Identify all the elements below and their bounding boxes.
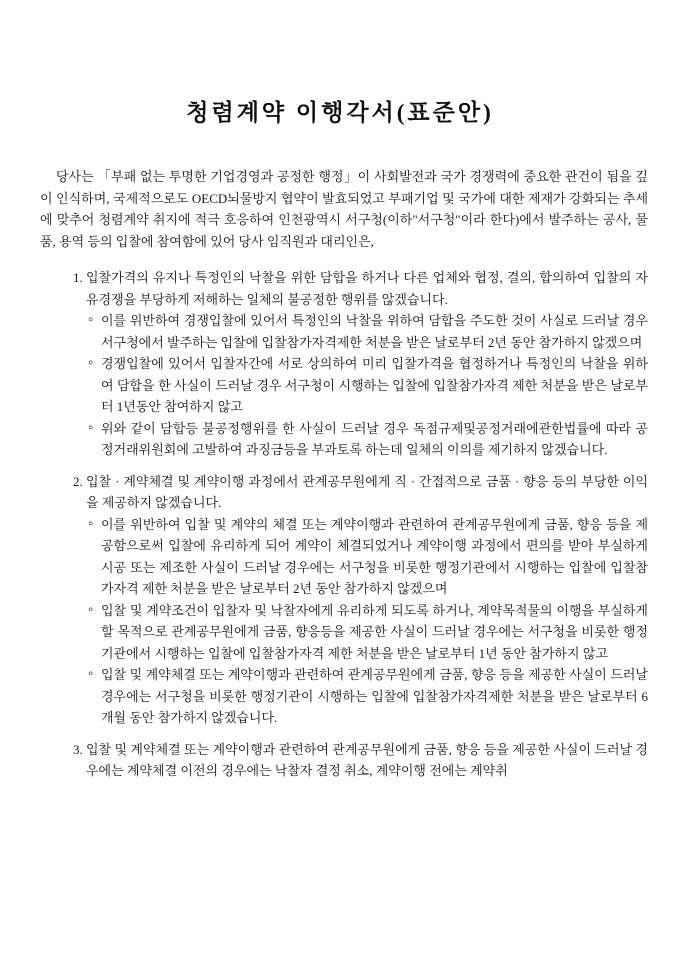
sub-bullet: [40, 514, 648, 600]
sub-bullet: [40, 353, 648, 418]
bullet-text: 이를 위반하여 입찰 및 계약의 체결 또는 계약이행과 관련하여 관계공무원에게 금품, 향응 등을 제공함으로써 입찰에 유리하게 되어 계약이 체결되었거나 계약이행 과정에서 편의를 받아 부실하게 시공 또는 제조한 사실이 드러날 경우에는 서구청을 비롯한 행정기관에서 시행하는 입찰에 입찰참가자격 제한 처분을 받은 날로부터 2년 동안 참가하지 않겠으며: [101, 516, 648, 596]
item-text: 입찰 및 계약체결 또는 계약이행과 관련하여 관계공무원에게 금품, 향응 등을 제공한 사실이 드러날 경우에는 계약체결 이전의 경우에는 낙찰자 결정 취소, 계약이행 전에는 계약취: [86, 741, 648, 778]
page-title: 청렴계약 이행각서(표준안): [186, 100, 494, 125]
bullet-text: 입찰 및 계약조건이 입찰자 및 낙찰자에게 유리하게 되도록 하거나, 계약목적물의 이행을 부실하게 할 목적으로 관계공무원에게 금품, 향응등을 제공한 사실이 드러날 경우에는 서구청을 비롯한 행정기관에서 시행하는 입찰에 입찰참가자격 제한 처분을 받은 날로부터 1년 동안 참가하지 않고: [101, 602, 648, 661]
intro-paragraph: 당사는 「부패 없는 투명한 기업경영과 공정한 행정」이 사회발전과 국가 경쟁력에 중요한 관건이 됨을 깊이 인식하며, 국제적으로도 OECD뇌물방지 협약이 발효되었고 부패기업 및 국가에 대한 제재가 강화되는 추세에 맞추어 청렴계약 취지에 적극 호응하여 인천광역시 서구청(이하"서구청"이라 한다)에서 발주하는 공사, 물품, 용역 등의 입찰에 참여함에 있어 당사 임직원과 대리인은,: [40, 169, 648, 249]
bullet-text: 입찰 및 계약체결 또는 계약이행과 관련하여 관계공무원에게 금품, 향응 등을 제공한 사실이 드러날 경우에는 서구청을 비롯한 행정기관이 시행하는 입찰에 입찰참가자격제한 처분을 받은 날로부터 6개월 동안 참가하지 않겠습니다.: [101, 667, 648, 725]
item-1-head: [40, 267, 648, 310]
item-3-head: [40, 739, 648, 782]
sub-bullet: [40, 664, 648, 729]
sub-bullet: [40, 418, 648, 461]
numbered-item-1: [40, 267, 648, 461]
bullet-text: 이를 위반하여 경쟁입찰에 있어서 특정인의 낙찰을 위하여 담합을 주도한 것이 사실로 드러날 경우 서구청에서 발주하는 입찰에 입찰참가자격제한 처분을 받은 날로부터 2년 동안 참가하지 않겠으며: [101, 313, 648, 350]
circle-bullet-icon: ◦: [88, 355, 94, 371]
document-body: [40, 166, 648, 782]
circle-bullet-icon: ◦: [88, 312, 94, 328]
numbered-item-2: [40, 471, 648, 729]
bullet-text: 경쟁입찰에 있어서 입찰자간에 서로 상의하여 미리 입찰가격을 협정하거나 특정인의 낙찰을 위하여 담합을 한 사실이 드러날 경우 서구청이 시행하는 입찰에 입찰참가자격 제한 처분을 받은 날로부터 1년동안 참여하지 않고: [101, 356, 648, 414]
item-2-head: [40, 471, 648, 514]
circle-bullet-icon: ◦: [88, 419, 94, 436]
item-number: 2.: [73, 473, 83, 489]
sub-bullet: [40, 600, 648, 665]
circle-bullet-icon: ◦: [88, 515, 94, 532]
numbered-item-3: [40, 739, 648, 782]
circle-bullet-icon: ◦: [88, 666, 94, 682]
item-text: 입찰가격의 유지나 특정인의 낙찰을 위한 담합을 하거나 다른 업체와 협정, 결의, 합의하여 입찰의 자유경쟁을 부당하게 저해하는 일체의 불공정한 행위를 않겠습니다.: [86, 270, 648, 307]
item-text: 입찰 · 계약체결 및 계약이행 과정에서 관계공무원에게 직 · 간접적으로 금품 · 향응 등의 부당한 이익을 제공하지 않겠습니다.: [86, 473, 648, 510]
item-number: 1.: [73, 270, 83, 285]
bullet-text: 위와 같이 담합등 불공정행위를 한 사실이 드러날 경우 독점규제및공정거래에관한법률에 따라 공정거래위원회에 고발하여 과징금등을 부과토록 하는데 일체의 이의를 제기하지 않겠습니다.: [101, 420, 648, 457]
sub-bullet: [40, 310, 648, 353]
item-number: 3.: [73, 741, 83, 757]
circle-bullet-icon: ◦: [88, 601, 94, 618]
